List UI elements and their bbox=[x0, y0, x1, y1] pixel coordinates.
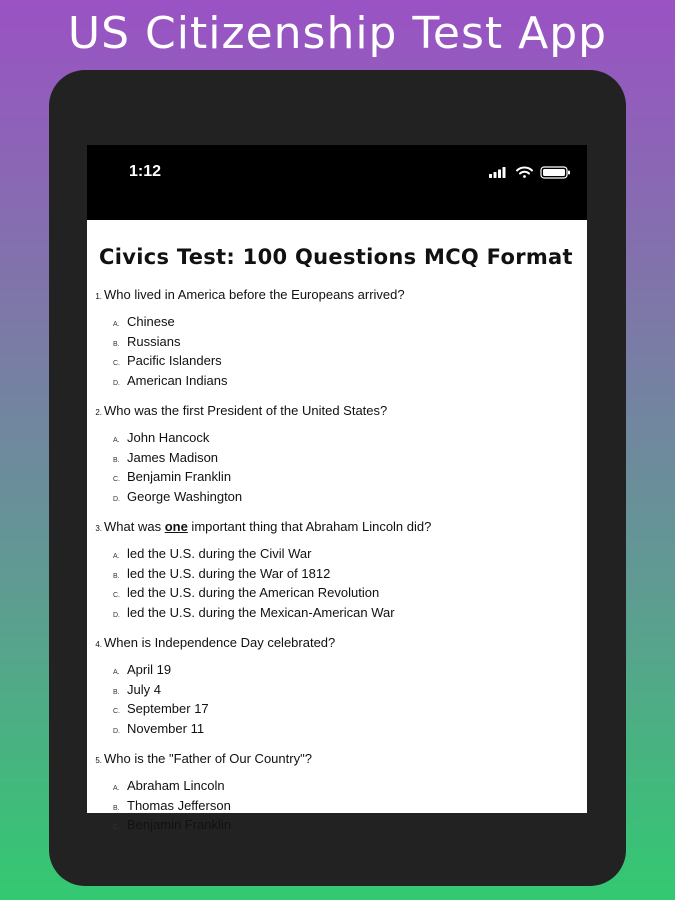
option-text: Abraham Lincoln bbox=[127, 778, 225, 793]
status-icons bbox=[489, 165, 573, 179]
option-text: John Hancock bbox=[127, 430, 210, 445]
question-label: Who was the first President of the United States? bbox=[104, 403, 388, 418]
option-letter: C. bbox=[113, 592, 120, 599]
answer-option bbox=[91, 721, 581, 741]
battery-icon bbox=[541, 167, 570, 178]
option-letter: D. bbox=[113, 495, 120, 503]
answer-option bbox=[91, 585, 581, 605]
option-text: led the U.S. during the Mexican-American War bbox=[127, 604, 395, 620]
question-label: When is Independence Day celebrated? bbox=[104, 635, 336, 650]
document-title: Civics Test: 100 Questions MCQ Format bbox=[99, 245, 573, 269]
option-text: James Madison bbox=[127, 449, 219, 465]
answer-option bbox=[91, 489, 581, 509]
question-text bbox=[91, 633, 581, 654]
option-text: led the U.S. during the War of 1812 bbox=[127, 565, 331, 581]
option-text: George Washington bbox=[127, 488, 243, 504]
option-text: July 4 bbox=[127, 681, 161, 697]
option-letter: D. bbox=[113, 727, 120, 735]
option-text: led the U.S. during the Civil War bbox=[127, 546, 312, 561]
option-letter: B. bbox=[113, 688, 120, 696]
option-text: led the U.S. during the American Revolution bbox=[127, 585, 380, 600]
option-letter: D. bbox=[113, 379, 120, 387]
option-letter: C. bbox=[113, 360, 120, 367]
option-text: Pacific Islanders bbox=[127, 353, 222, 368]
question-emphasis: one bbox=[164, 519, 188, 534]
question-number: 4. bbox=[95, 640, 102, 649]
option-letter: D. bbox=[113, 611, 120, 619]
answer-option bbox=[91, 373, 581, 393]
question-text bbox=[91, 517, 581, 538]
question-text bbox=[91, 285, 581, 306]
question-label: Who is the "Father of Our Country"? bbox=[104, 751, 312, 766]
option-text: Russians bbox=[127, 333, 181, 349]
status-bar bbox=[87, 145, 587, 220]
answer-option bbox=[91, 701, 581, 721]
question-number: 1. bbox=[95, 292, 102, 301]
option-text: Chinese bbox=[127, 314, 175, 329]
answer-option bbox=[91, 334, 581, 354]
option-letter: B. bbox=[113, 572, 120, 580]
app-banner-title: US Citizenship Test App bbox=[67, 8, 608, 59]
question-number: 5. bbox=[95, 756, 102, 765]
answer-option bbox=[91, 353, 581, 373]
option-text: September 17 bbox=[127, 701, 209, 716]
question-item bbox=[91, 749, 581, 837]
question-number: 2. bbox=[95, 408, 102, 417]
option-letter: C. bbox=[113, 824, 120, 831]
answer-option bbox=[91, 662, 581, 682]
option-text: April 19 bbox=[127, 662, 172, 677]
question-item bbox=[91, 285, 581, 392]
option-text: American Indians bbox=[127, 372, 228, 388]
option-letter: A. bbox=[113, 437, 120, 444]
question-item bbox=[91, 401, 581, 508]
question-text bbox=[91, 749, 581, 770]
tablet-screen bbox=[87, 145, 587, 832]
question-item bbox=[91, 517, 581, 624]
option-letter: B. bbox=[113, 340, 120, 348]
question-label: Who lived in America before the Europeans arrived? bbox=[104, 287, 405, 302]
cellular-signal-icon bbox=[489, 167, 506, 178]
answer-option bbox=[91, 469, 581, 489]
answer-option bbox=[91, 778, 581, 798]
answer-options bbox=[91, 778, 581, 837]
option-letter: B. bbox=[113, 456, 120, 464]
option-text: Benjamin Franklin bbox=[127, 469, 232, 484]
question-text-part: important thing that Abraham Lincoln did? bbox=[187, 519, 432, 534]
answer-option bbox=[91, 798, 581, 818]
answer-option bbox=[91, 682, 581, 702]
status-time: 1:12 bbox=[129, 163, 162, 180]
answer-options bbox=[91, 546, 581, 624]
wifi-icon bbox=[517, 168, 532, 178]
option-letter: C. bbox=[113, 708, 120, 715]
option-letter: C. bbox=[113, 476, 120, 483]
tablet-frame bbox=[49, 70, 626, 886]
option-text: November 11 bbox=[127, 720, 205, 736]
answer-options bbox=[91, 430, 581, 508]
option-text: Benjamin Franklin bbox=[127, 817, 232, 832]
option-text: Thomas Jefferson bbox=[127, 797, 231, 813]
answer-option bbox=[91, 566, 581, 586]
question-number: 3. bbox=[95, 524, 102, 533]
answer-option bbox=[91, 605, 581, 625]
answer-option bbox=[91, 430, 581, 450]
answer-option bbox=[91, 450, 581, 470]
answer-options bbox=[91, 662, 581, 740]
question-item bbox=[91, 633, 581, 740]
answer-option bbox=[91, 546, 581, 566]
option-letter: A. bbox=[113, 321, 120, 328]
answer-option bbox=[91, 817, 581, 837]
option-letter: A. bbox=[113, 553, 120, 560]
option-letter: B. bbox=[113, 804, 120, 812]
answer-option bbox=[91, 314, 581, 334]
question-list bbox=[91, 285, 581, 846]
option-letter: A. bbox=[113, 669, 120, 676]
question-text-part: What was bbox=[104, 519, 165, 534]
option-letter: A. bbox=[113, 785, 120, 792]
answer-options bbox=[91, 314, 581, 392]
question-text bbox=[91, 401, 581, 422]
